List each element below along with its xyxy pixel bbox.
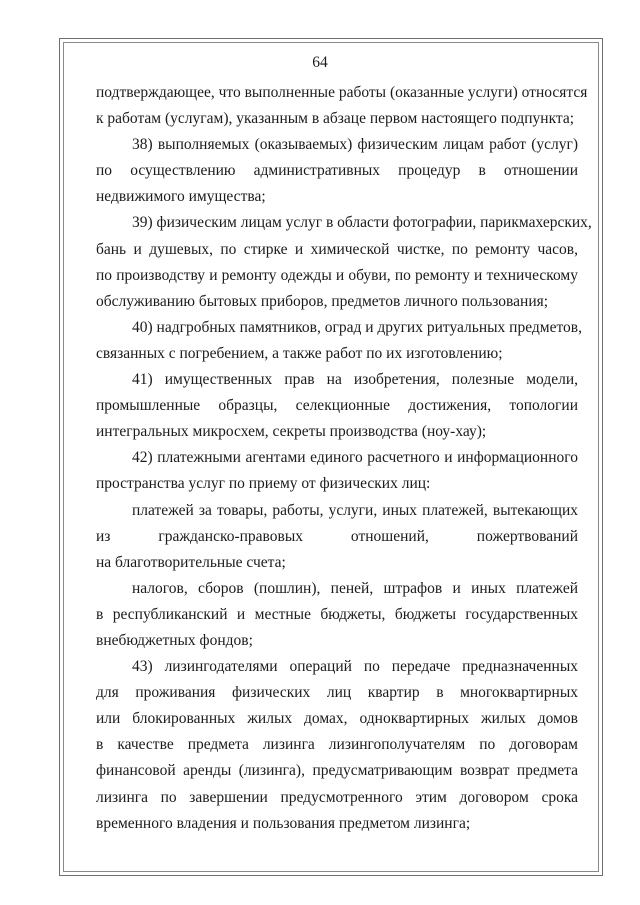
text-line: обслуживанию бытовых приборов, предметов личного пользования; (96, 292, 549, 310)
text-line: в качестве предмета лизинга лизингополучателям по договорам (96, 736, 578, 754)
text-line: по производству и ремонту одежды и обуви, по ремонту и техническому (96, 266, 578, 284)
text-line: финансовой аренды (лизинга), предусматривающим возврат предмета (96, 762, 578, 780)
text-line: налогов, сборов (пошлин), пеней, штрафов и иных платежей (132, 579, 578, 597)
text-line: пространства услуг по приему от физических лиц: (96, 475, 431, 493)
text-line: по осуществлению административных процедур в отношении (96, 162, 578, 180)
text-line: из гражданско-правовых отношений, пожертвований (96, 527, 578, 545)
text-line: для проживания физических лиц квартир в многоквартирных (96, 684, 578, 702)
text-line: временного владения и пользования предметом лизинга; (96, 814, 471, 832)
text-line: лизинга по завершении предусмотренного этим договором срока (96, 788, 578, 806)
text-line: 39) физическим лицам услуг в области фотографии, парикмахерских, (132, 214, 592, 232)
text-line: 41) имущественных прав на изобретения, полезные модели, (132, 371, 578, 389)
page-number: 64 (312, 54, 328, 71)
document-body (96, 80, 592, 837)
text-line: интегральных микросхем, секреты производства (ноу-хау); (96, 423, 487, 441)
text-line: бань и душевых, по стирке и химической чистке, по ремонту часов, (96, 240, 578, 258)
text-line: 38) выполняемых (оказываемых) физическим лицам работ (услуг) (132, 136, 578, 154)
text-line: внебюджетных фондов; (96, 631, 253, 649)
text-line: платежей за товары, работы, услуги, иных платежей, вытекающих (132, 501, 578, 519)
text-line: 42) платежными агентами единого расчетного и информационного (132, 449, 578, 467)
text-line: 40) надгробных памятников, оград и других ритуальных предметов, (132, 318, 582, 336)
text-line: или блокированных жилых домах, одноквартирных жилых домов (96, 710, 578, 728)
text-line: связанных с погребением, а также работ по их изготовлению; (96, 344, 503, 362)
text-line: к работам (услугам), указанным в абзаце первом настоящего подпункта; (96, 110, 575, 128)
text-line: на благотворительные счета; (96, 553, 286, 571)
text-line: в республиканский и местные бюджеты, бюджеты государственных (96, 605, 578, 623)
text-line: 43) лизингодателями операций по передаче предназначенных (132, 658, 578, 676)
text-line: недвижимого имущества; (96, 188, 266, 206)
text-line: подтверждающее, что выполненные работы (оказанные услуги) относятся (96, 84, 588, 101)
text-line: промышленные образцы, селекционные достижения, топологии (96, 397, 578, 415)
